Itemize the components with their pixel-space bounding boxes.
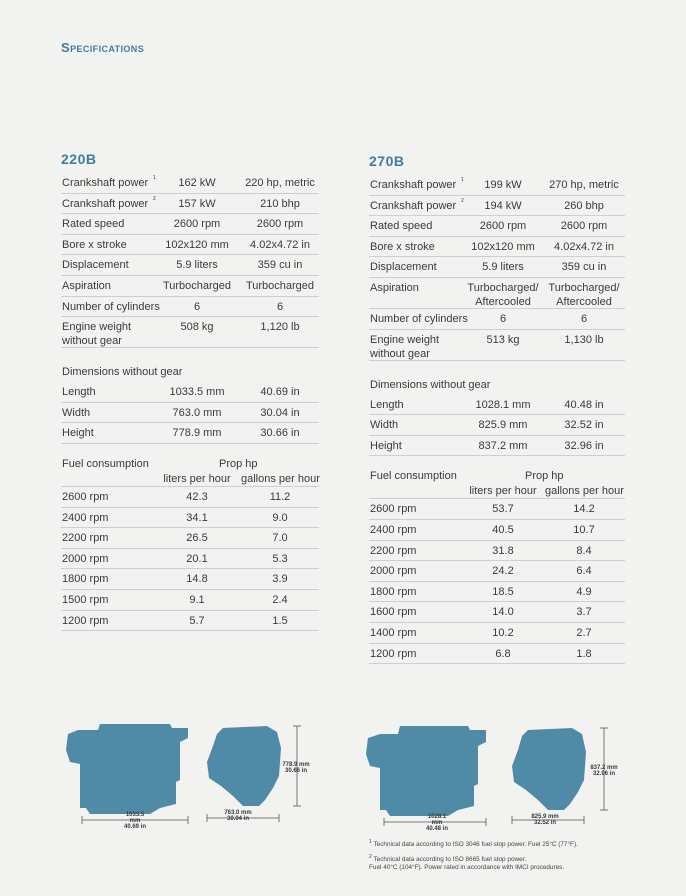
footnote-marker: 2 bbox=[153, 195, 156, 202]
dimension-metric: 763.0 mm bbox=[172, 406, 222, 419]
spec-metric: 5.9 liters bbox=[176, 259, 218, 272]
dimension-metric: 1028.1 mm bbox=[475, 398, 531, 411]
fuel-rpm: 1200 rpm bbox=[370, 647, 417, 660]
spec-metric: 102x120 mm bbox=[165, 238, 229, 251]
spec-label: Aspiration bbox=[370, 281, 419, 294]
spec-metric: Turbocharged/ Aftercooled bbox=[467, 281, 539, 308]
length-dimension-label: 1028.1 mm 40.48 in bbox=[425, 814, 448, 832]
fuel-row bbox=[61, 508, 319, 529]
spec-label: Bore x stroke bbox=[62, 238, 127, 251]
page-title: Specifications bbox=[61, 40, 145, 55]
spec-label: Displacement bbox=[370, 261, 437, 274]
fuel-rpm: 2600 rpm bbox=[370, 503, 417, 516]
dimension-metric: 837.2 mm bbox=[478, 439, 528, 452]
spec-row bbox=[369, 175, 625, 196]
spec-imperial: 210 bhp bbox=[260, 197, 300, 210]
spec-imperial: Turbocharged bbox=[245, 279, 315, 292]
fuel-gallons: 3.7 bbox=[576, 606, 592, 619]
fuel-liters: 24.2 bbox=[492, 565, 514, 578]
spec-metric: 2600 rpm bbox=[479, 220, 527, 233]
spec-metric: 102x120 mm bbox=[471, 240, 535, 253]
fuel-liters: 14.0 bbox=[492, 606, 514, 619]
fuel-rpm: 2400 rpm bbox=[370, 523, 417, 536]
spec-imperial: 359 cu in bbox=[257, 259, 303, 272]
spec-row bbox=[61, 276, 319, 297]
fuel-row bbox=[61, 590, 319, 611]
section-header bbox=[61, 348, 319, 382]
prop-hp-label: Prop hp bbox=[219, 457, 258, 470]
fuel-liters: 34.1 bbox=[186, 511, 208, 524]
fuel-liters: 10.2 bbox=[492, 626, 514, 639]
dimension-label: Length bbox=[370, 398, 404, 411]
engine-front-view bbox=[506, 724, 616, 832]
fuel-gallons: 9.0 bbox=[272, 511, 288, 524]
spec-metric: 194 kW bbox=[484, 199, 522, 212]
spec-imperial: 2600 rpm bbox=[256, 218, 304, 231]
fuel-rpm: 1500 rpm bbox=[62, 593, 109, 606]
dimension-metric: 1033.5 mm bbox=[169, 386, 225, 399]
spec-row bbox=[369, 196, 625, 217]
fuel-rpm: 2600 rpm bbox=[62, 490, 109, 503]
col-liters: liters per hour bbox=[163, 472, 231, 485]
spec-imperial: 270 hp, metric bbox=[549, 179, 619, 191]
fuel-gallons: 4.9 bbox=[576, 585, 592, 598]
spec-metric: 6 bbox=[193, 300, 201, 313]
spec-imperial: 6 bbox=[580, 312, 588, 325]
spec-table bbox=[369, 175, 625, 664]
spec-row bbox=[61, 173, 319, 194]
dimension-metric: 778.9 mm bbox=[172, 427, 222, 440]
spec-metric: 513 kg bbox=[486, 333, 520, 346]
fuel-rpm: 2200 rpm bbox=[370, 544, 417, 557]
spec-label: Displacement bbox=[62, 259, 129, 272]
fuel-rpm: 2200 rpm bbox=[62, 532, 109, 545]
spacer bbox=[369, 456, 625, 468]
fuel-rpm: 1400 rpm bbox=[370, 626, 417, 639]
spec-label: Aspiration bbox=[62, 279, 111, 292]
footnote: $^2$ Technical data according to ISO 8665 fuel stop power. Fuel 40°C (104°F). Power rated in accordance with IMCI procedures. bbox=[369, 854, 565, 872]
fuel-liters: 6.8 bbox=[495, 647, 511, 660]
dimension-imperial: 30.66 in bbox=[260, 427, 300, 440]
dimension-imperial: 32.52 in bbox=[564, 419, 604, 432]
dimensions-title: Dimensions without gear bbox=[62, 366, 183, 379]
footnote-marker: 1 bbox=[461, 177, 464, 183]
spec-imperial: 2600 rpm bbox=[560, 220, 608, 233]
fuel-row bbox=[369, 644, 625, 665]
fuel-row bbox=[369, 499, 625, 520]
fuel-rpm: 2000 rpm bbox=[62, 552, 109, 565]
col-liters: liters per hour bbox=[469, 485, 537, 498]
spec-row bbox=[61, 194, 319, 215]
dimension-imperial: 32.96 in bbox=[564, 439, 604, 452]
dimension-row bbox=[369, 395, 625, 416]
dimensions-title: Dimensions without gear bbox=[370, 378, 491, 391]
spec-metric: 157 kW bbox=[178, 197, 216, 210]
spec-row bbox=[61, 235, 319, 256]
fuel-rpm: 2400 rpm bbox=[62, 511, 109, 524]
dimension-imperial: 30.04 in bbox=[260, 406, 300, 419]
dimension-row bbox=[61, 382, 319, 403]
fuel-gallons: 8.4 bbox=[576, 544, 592, 557]
fuel-gallons: 2.4 bbox=[272, 593, 288, 606]
dimension-row bbox=[61, 423, 319, 444]
spec-row bbox=[61, 297, 319, 318]
fuel-row bbox=[369, 520, 625, 541]
fuel-gallons: 7.0 bbox=[272, 532, 288, 545]
dimension-imperial: 40.69 in bbox=[260, 386, 300, 399]
fuel-rpm: 1600 rpm bbox=[370, 606, 417, 619]
col-gallons: gallons per hour bbox=[545, 485, 624, 498]
spec-label: Crankshaft power bbox=[370, 179, 457, 191]
spec-label: Crankshaft power bbox=[62, 177, 149, 189]
spec-metric: 6 bbox=[499, 312, 507, 325]
spec-metric: 508 kg bbox=[180, 321, 214, 334]
spec-row bbox=[61, 317, 319, 348]
fuel-row bbox=[369, 582, 625, 603]
spec-label: Number of cylinders bbox=[370, 312, 468, 325]
col-gallons: gallons per hour bbox=[241, 472, 320, 485]
spec-imperial: 6 bbox=[276, 300, 284, 313]
model-title: 220B bbox=[61, 151, 97, 167]
model-title: 270B bbox=[369, 153, 405, 169]
spec-row bbox=[61, 214, 319, 235]
fuel-gallons: 2.7 bbox=[576, 626, 592, 639]
dimension-row bbox=[369, 415, 625, 436]
footnote-marker: 1 bbox=[153, 175, 156, 181]
spec-imperial: 4.02x4.72 in bbox=[554, 240, 614, 253]
spec-metric: 2600 rpm bbox=[173, 218, 221, 231]
spec-imperial: 359 cu in bbox=[561, 261, 607, 274]
spec-label: Rated speed bbox=[62, 218, 125, 231]
dimension-label: Height bbox=[370, 439, 402, 452]
dimension-row bbox=[369, 436, 625, 457]
fuel-liters: 53.7 bbox=[492, 503, 514, 516]
spec-label: Engine weight without gear bbox=[62, 321, 132, 348]
width-dimension-label: 763.0 mm 30.04 in bbox=[224, 810, 252, 822]
fuel-gallons: 1.5 bbox=[272, 614, 288, 627]
spec-label: Number of cylinders bbox=[62, 300, 160, 313]
footnote: $^1$ Technical data according to ISO 3046 fuel stop power. Fuel 25°C (77°F). bbox=[369, 839, 578, 849]
spec-imperial: 1,130 lb bbox=[564, 333, 604, 346]
spec-imperial: 260 bhp bbox=[564, 199, 604, 212]
fuel-liters: 14.8 bbox=[186, 573, 208, 586]
dimension-label: Length bbox=[62, 386, 96, 399]
spec-imperial: 220 hp, metric bbox=[245, 177, 315, 189]
fuel-gallons: 14.2 bbox=[573, 503, 595, 516]
spec-row bbox=[369, 309, 625, 330]
fuel-row bbox=[61, 569, 319, 590]
spec-label: Crankshaft power bbox=[62, 197, 149, 210]
spec-metric: Turbocharged bbox=[162, 279, 232, 292]
fuel-liters: 9.1 bbox=[189, 593, 205, 606]
spec-label: Rated speed bbox=[370, 220, 433, 233]
spec-row bbox=[61, 255, 319, 276]
fuel-liters: 40.5 bbox=[492, 523, 514, 536]
fuel-title: Fuel consumption bbox=[62, 457, 149, 470]
section-header bbox=[369, 361, 625, 395]
fuel-liters: 26.5 bbox=[186, 532, 208, 545]
fuel-row bbox=[61, 487, 319, 508]
spec-row bbox=[369, 278, 625, 309]
height-dimension-label: 778.9 mm 30.66 in bbox=[282, 762, 310, 774]
spec-imperial: Turbocharged/ Aftercooled bbox=[548, 281, 620, 308]
fuel-liters: 18.5 bbox=[492, 585, 514, 598]
fuel-liters: 42.3 bbox=[186, 490, 208, 503]
fuel-row bbox=[369, 561, 625, 582]
spec-imperial: 4.02x4.72 in bbox=[250, 238, 310, 251]
length-dimension-label: 1033.5 mm 40.69 in bbox=[123, 812, 146, 830]
spec-label: Engine weight without gear bbox=[370, 333, 440, 360]
spec-row bbox=[369, 257, 625, 278]
fuel-liters: 5.7 bbox=[189, 614, 205, 627]
spec-row bbox=[369, 237, 625, 258]
fuel-header bbox=[369, 468, 625, 499]
fuel-rpm: 1800 rpm bbox=[370, 585, 417, 598]
fuel-rpm: 2000 rpm bbox=[370, 565, 417, 578]
dimension-row bbox=[61, 403, 319, 424]
width-dimension-label: 825.9 mm 32.52 in bbox=[531, 814, 559, 826]
fuel-liters: 20.1 bbox=[186, 552, 208, 565]
footnote-marker: 2 bbox=[461, 197, 464, 204]
fuel-liters: 31.8 bbox=[492, 544, 514, 557]
spec-label: Bore x stroke bbox=[370, 240, 435, 253]
fuel-gallons: 10.7 bbox=[573, 523, 595, 536]
fuel-gallons: 3.9 bbox=[272, 573, 288, 586]
fuel-row bbox=[61, 528, 319, 549]
spec-metric: 162 kW bbox=[178, 177, 216, 189]
spec-label: Crankshaft power bbox=[370, 199, 457, 212]
engine-front-view bbox=[203, 722, 303, 828]
spec-metric: 5.9 liters bbox=[482, 261, 524, 274]
height-dimension-label: 837.2 mm 32.96 in bbox=[590, 765, 618, 777]
fuel-row bbox=[61, 611, 319, 632]
dimension-label: Height bbox=[62, 427, 94, 440]
fuel-rpm: 1800 rpm bbox=[62, 573, 109, 586]
fuel-gallons: 5.3 bbox=[272, 552, 288, 565]
fuel-row bbox=[369, 623, 625, 644]
fuel-title: Fuel consumption bbox=[370, 470, 457, 483]
dimension-label: Width bbox=[370, 419, 399, 432]
fuel-row bbox=[369, 541, 625, 562]
fuel-row bbox=[369, 602, 625, 623]
spec-metric: 199 kW bbox=[484, 179, 522, 191]
dimension-label: Width bbox=[62, 406, 91, 419]
spec-row bbox=[369, 330, 625, 361]
prop-hp-label: Prop hp bbox=[525, 470, 564, 483]
fuel-gallons: 1.8 bbox=[576, 647, 592, 660]
dimension-imperial: 40.48 in bbox=[564, 398, 604, 411]
footnotes bbox=[369, 838, 629, 872]
fuel-gallons: 11.2 bbox=[269, 490, 291, 503]
spacer bbox=[61, 444, 319, 456]
spec-imperial: 1,120 lb bbox=[260, 321, 300, 334]
fuel-rpm: 1200 rpm bbox=[62, 614, 109, 627]
fuel-row bbox=[61, 549, 319, 570]
fuel-header bbox=[61, 456, 319, 487]
spec-table bbox=[61, 173, 319, 631]
dimension-metric: 825.9 mm bbox=[478, 419, 528, 432]
fuel-gallons: 6.4 bbox=[576, 565, 592, 578]
spec-row bbox=[369, 216, 625, 237]
